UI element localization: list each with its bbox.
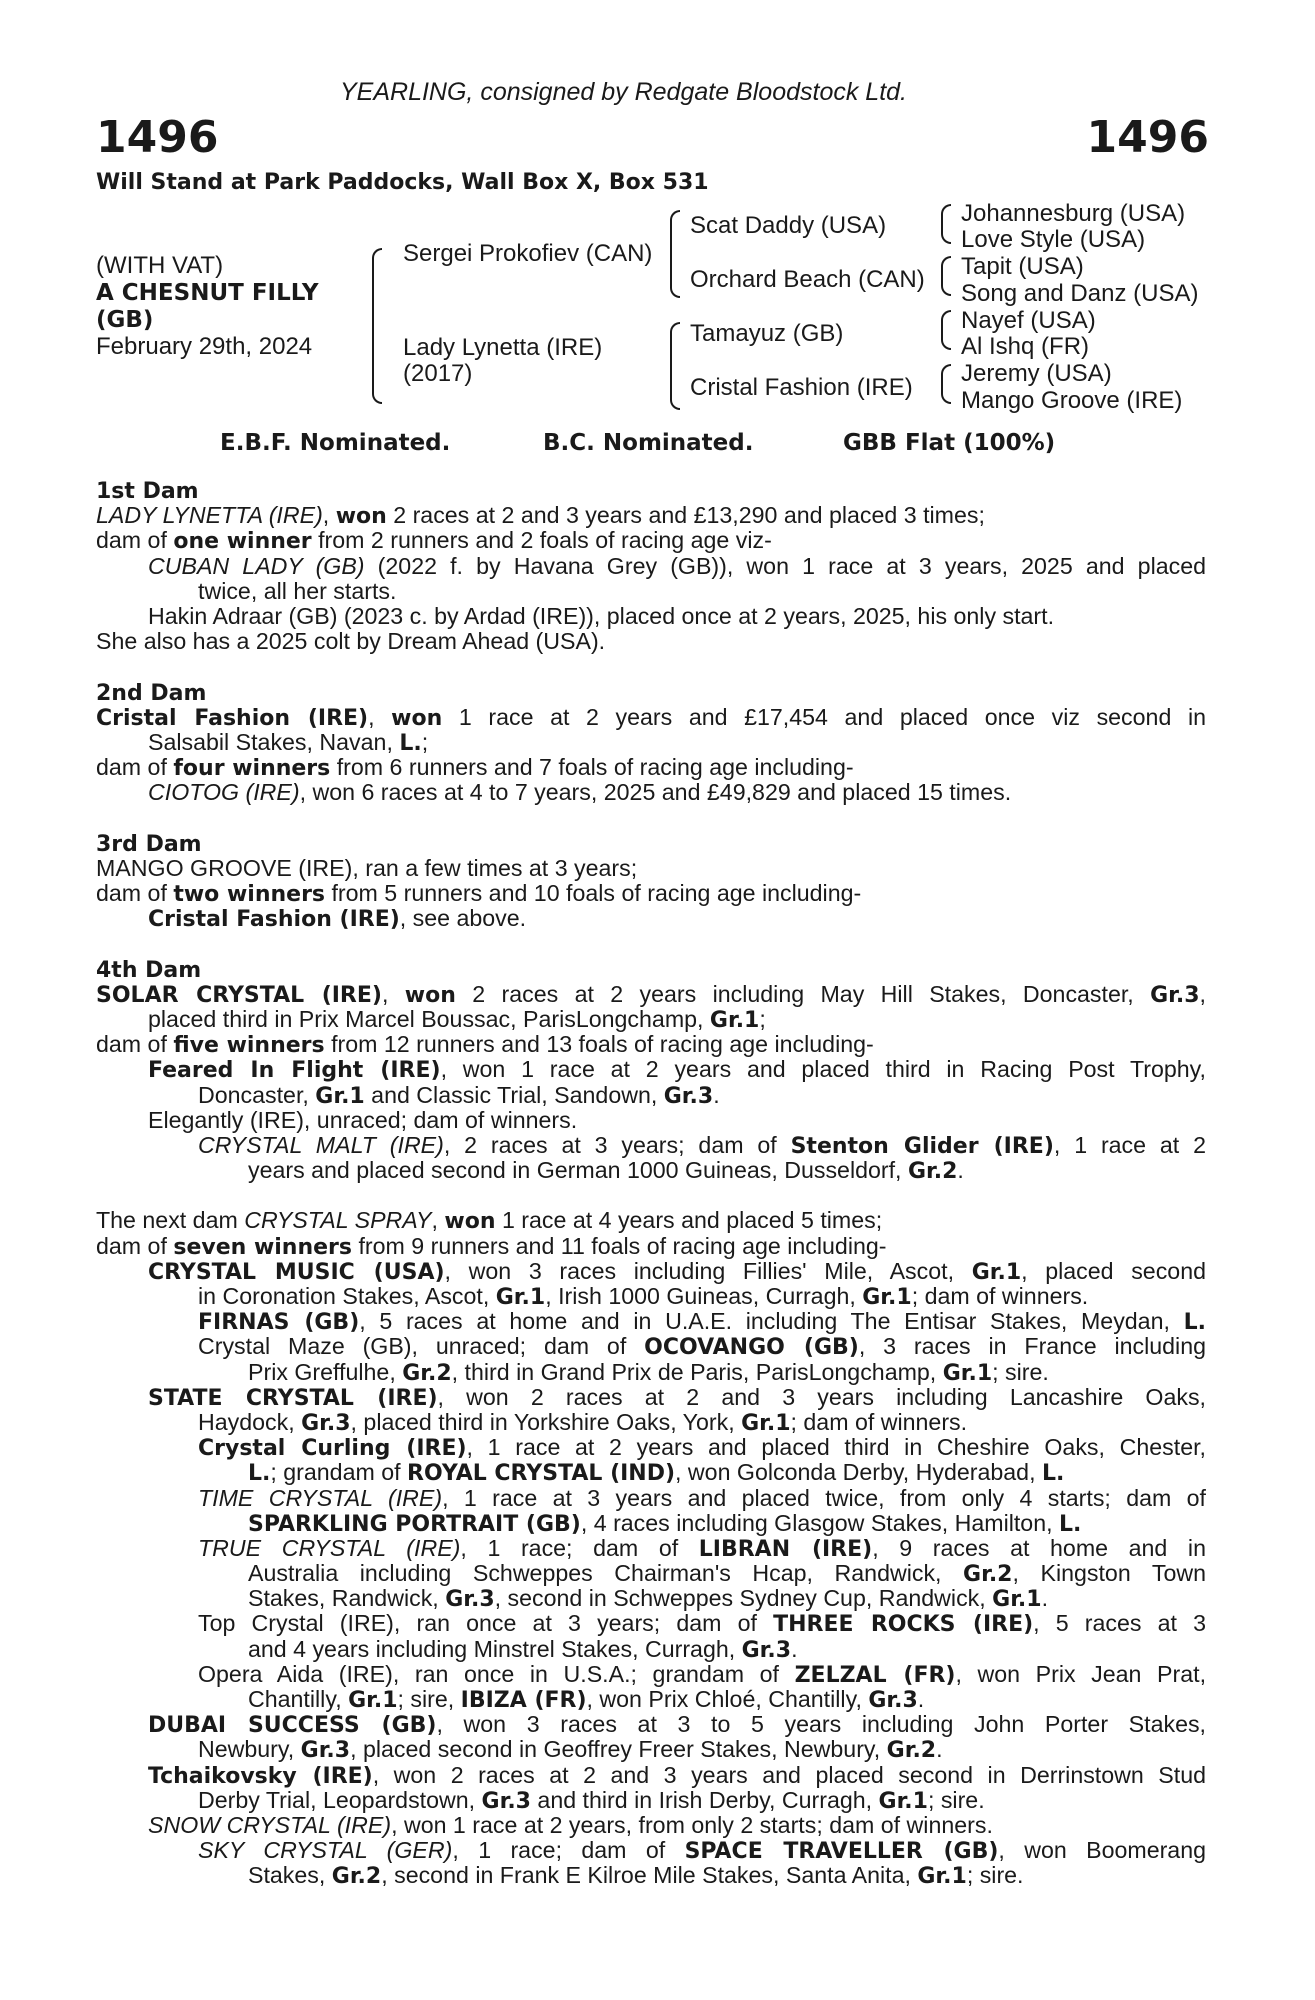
bold-text: Gr.2 xyxy=(907,1159,958,1185)
bold-text: Gr.2 xyxy=(331,1864,382,1890)
bold-text: Feared In Flight (IRE) xyxy=(148,1058,441,1084)
bold-text: Gr.3 xyxy=(868,1688,918,1713)
record-line xyxy=(96,1637,1206,1662)
text-run: years and placed second in German 1000 Guineas, Dusseldorf, xyxy=(248,1157,908,1184)
text-run: , placed second xyxy=(1021,1257,1206,1284)
text-run: Elegantly (IRE), unraced; dam of winners. xyxy=(148,1106,578,1133)
record-line xyxy=(96,1410,1206,1435)
text-run: , xyxy=(368,703,392,730)
bold-text: Gr.2 xyxy=(963,1562,1013,1588)
record-line xyxy=(96,1486,1206,1511)
text-run: Crystal Maze (GB), unraced; dam of xyxy=(198,1333,645,1360)
text-run: . xyxy=(1041,1585,1049,1612)
record-line xyxy=(96,1662,1206,1687)
pedigree-dam-dam: Cristal Fashion (IRE) xyxy=(690,374,913,401)
text-run: , second in Frank E Kilroe Mile Stakes, Santa Anita, xyxy=(381,1862,918,1889)
pedigree-ggp-1: Johannesburg (USA) xyxy=(961,200,1186,227)
text-run: . xyxy=(957,1157,964,1184)
record-line xyxy=(96,705,1206,730)
bold-text: Gr.3 xyxy=(301,1410,351,1436)
italic-text: CRYSTAL SPRAY xyxy=(244,1207,432,1234)
text-run: , won Prix Chloé, Chantilly, xyxy=(586,1686,869,1712)
record-line xyxy=(96,730,1206,755)
record-line xyxy=(96,1687,1206,1712)
record-line xyxy=(96,906,1206,931)
section-heading xyxy=(96,680,1206,705)
text-run: and 4 years including Minstrel Stakes, Curragh, xyxy=(248,1635,742,1662)
record-line xyxy=(96,1763,1206,1788)
text-run: Top Crystal (IRE), ran once at 3 years; dam of xyxy=(198,1610,774,1637)
bold-text: L. xyxy=(1183,1310,1206,1336)
record-line xyxy=(96,1234,1206,1259)
bold-text: Gr.1 xyxy=(862,1285,912,1310)
record-line xyxy=(96,1712,1206,1737)
pedigree-ggp-6: Al Ishq (FR) xyxy=(961,333,1090,360)
text-run: ; xyxy=(421,728,429,755)
text-run: 1 race at 4 years and placed 5 times; xyxy=(495,1207,883,1234)
text-run: She also has a 2025 colt by Dream Ahead (USA). xyxy=(96,628,606,655)
bold-text: SPACE TRAVELLER (GB) xyxy=(684,1839,999,1865)
bold-text: CRYSTAL MUSIC (USA) xyxy=(148,1259,445,1285)
italic-text: CUBAN LADY (GB) xyxy=(148,552,365,579)
record-line xyxy=(96,1586,1206,1611)
bold-text: Gr.1 xyxy=(992,1587,1042,1613)
paragraph-gap xyxy=(96,805,1206,830)
text-run: , won 2 races at 2 and 3 years and placed second in Derrinstown Stud xyxy=(372,1761,1206,1788)
section-heading xyxy=(96,831,1206,856)
italic-text: SKY CRYSTAL (GER) xyxy=(198,1837,453,1864)
record-line xyxy=(96,1611,1206,1636)
text-run: Stakes, xyxy=(248,1862,332,1889)
text-run: 2 races at 2 years including May Hill Stakes, Doncaster, xyxy=(455,980,1151,1007)
record-line xyxy=(96,982,1206,1007)
pedigree-brace-scat-daddy xyxy=(941,204,951,244)
text-run: Derby Trial, Leopardstown, xyxy=(198,1786,482,1813)
text-run: Stakes, Randwick, xyxy=(248,1585,446,1612)
text-run: , 5 races at home and in U.A.E. including The Entisar Stakes, Meydan, xyxy=(359,1308,1184,1335)
paragraph-gap xyxy=(96,931,1206,956)
text-run: Haydock, xyxy=(198,1408,302,1435)
record-line xyxy=(96,881,1206,906)
bold-text: one winner xyxy=(173,529,312,555)
text-run: , 2 races at 3 years; dam of xyxy=(443,1131,791,1158)
produce-record xyxy=(96,478,1206,1889)
text-run: , won 3 races at 3 to 5 years including John Porter Stakes, xyxy=(436,1711,1206,1738)
pedigree-dam: Lady Lynetta (IRE) xyxy=(403,334,603,361)
text-run: , placed third in Yorkshire Oaks, York, xyxy=(350,1408,742,1435)
horse-country: (GB) xyxy=(96,307,154,333)
text-run: , won 6 races at 4 to 7 years, 2025 and £49,829 and placed 15 times. xyxy=(299,779,1012,806)
text-run: and Classic Trial, Sandown, xyxy=(364,1081,664,1108)
bold-text: Gr.1 xyxy=(971,1259,1022,1285)
bold-text: Gr.3 xyxy=(741,1637,792,1663)
text-run: Australia including Schweppes Chairman's Hcap, Randwick, xyxy=(248,1560,964,1587)
text-run: , won 1 race at 2 years, from only 2 starts; dam of winners. xyxy=(391,1811,993,1838)
paragraph-gap xyxy=(96,1183,1206,1208)
record-line xyxy=(96,1133,1206,1158)
text-run: , see above. xyxy=(399,905,527,932)
bold-text: won xyxy=(444,1209,496,1235)
text-run: , 1 race at 2 xyxy=(1053,1131,1206,1158)
pedigree-dam-year: (2017) xyxy=(403,360,473,387)
text-run: from 2 runners and 2 foals of racing age viz- xyxy=(311,527,772,554)
pedigree-brace-main xyxy=(372,248,382,404)
bold-text: seven winners xyxy=(173,1234,352,1260)
record-line xyxy=(96,1259,1206,1284)
bold-text: Gr.3 xyxy=(481,1788,531,1814)
bold-text: Gr.1 xyxy=(709,1007,760,1033)
text-run: The next dam xyxy=(96,1207,245,1234)
bold-text: Gr.1 xyxy=(315,1083,365,1109)
text-run: ; sire. xyxy=(966,1862,1024,1889)
pedigree-brace-tamayuz xyxy=(941,310,951,350)
bold-text: four winners xyxy=(173,756,331,782)
text-run: . xyxy=(917,1686,925,1712)
text-run: placed third in Prix Marcel Boussac, ParisLongchamp, xyxy=(148,1005,710,1032)
record-line xyxy=(96,1788,1206,1813)
bold-text: Gr.2 xyxy=(402,1360,452,1386)
text-run: Newbury, xyxy=(198,1736,301,1763)
bold-text: Tchaikovsky (IRE) xyxy=(148,1763,373,1789)
text-run: from 6 runners and 7 foals of racing age including- xyxy=(330,754,854,781)
text-run: , won 1 race at 2 years and placed third in Racing Post Trophy, xyxy=(440,1056,1206,1083)
stand-location: Will Stand at Park Paddocks, Wall Box X, Box 531 xyxy=(96,170,709,195)
text-run: ; xyxy=(759,1005,766,1032)
bold-text: SOLAR CRYSTAL (IRE) xyxy=(96,982,382,1008)
text-run: 1 race at 2 years and £17,454 and placed once viz second in xyxy=(442,703,1206,730)
text-run: , won Golconda Derby, Hyderabad, xyxy=(675,1459,1042,1486)
record-line xyxy=(96,856,1206,881)
bold-text: Gr.3 xyxy=(300,1738,351,1764)
italic-text: CRYSTAL MALT (IRE) xyxy=(198,1131,444,1158)
text-run: dam of xyxy=(96,527,174,554)
text-run: 2 races at 2 and 3 years and £13,290 and placed 3 times; xyxy=(386,502,985,529)
record-line xyxy=(96,1057,1206,1082)
record-line xyxy=(96,1813,1206,1838)
text-run: and third in Irish Derby, Curragh, xyxy=(530,1786,879,1813)
record-line xyxy=(96,1460,1206,1485)
catalogue-header: YEARLING, consigned by Redgate Bloodstock Ltd. xyxy=(340,78,907,106)
text-run: ; dam of winners. xyxy=(790,1408,968,1435)
pedigree-brace-dam xyxy=(670,322,680,410)
pedigree-dam-sire: Tamayuz (GB) xyxy=(690,320,844,347)
bold-text: Gr.3 xyxy=(1150,982,1200,1008)
record-line xyxy=(96,1511,1206,1536)
text-run: (2022 f. by Havana Grey (GB)), won 1 race at 3 years, 2025 and placed xyxy=(364,552,1207,579)
bold-text: L. xyxy=(1058,1511,1082,1537)
bold-text: THREE ROCKS (IRE) xyxy=(773,1612,1034,1638)
text-run: Opera Aida (IRE), ran once in U.S.A.; grandam of xyxy=(198,1660,795,1687)
text-run: , xyxy=(381,980,405,1007)
text-run: , won Boomerang xyxy=(998,1837,1206,1864)
text-run: , 9 races at home and in xyxy=(872,1534,1206,1561)
bold-text: FIRNAS (GB) xyxy=(198,1310,360,1336)
text-run: , second in Schweppes Sydney Cup, Randwick, xyxy=(494,1585,993,1612)
record-line xyxy=(96,528,1206,553)
text-run: twice, all her starts. xyxy=(198,577,397,604)
italic-text: TRUE CRYSTAL (IRE) xyxy=(198,1534,461,1561)
record-line xyxy=(96,1284,1206,1309)
bold-text: Cristal Fashion (IRE) xyxy=(148,907,400,933)
section-heading xyxy=(96,478,1206,503)
pedigree-ggp-3: Tapit (USA) xyxy=(961,253,1084,280)
record-line xyxy=(96,1737,1206,1762)
record-line xyxy=(96,604,1206,629)
horse-name: A CHESNUT FILLY xyxy=(96,280,319,306)
pedigree-brace-cristal-fashion xyxy=(941,364,951,404)
text-run: in Coronation Stakes, Ascot, xyxy=(198,1283,496,1309)
text-run: . xyxy=(713,1081,720,1108)
vat-note: (WITH VAT) xyxy=(96,252,224,279)
bold-text: two winners xyxy=(173,882,326,907)
bold-text: five winners xyxy=(173,1033,325,1059)
text-run: , 4 races including Glasgow Stakes, Hamilton, xyxy=(580,1509,1059,1536)
text-run: from 9 runners and 11 foals of racing age including- xyxy=(352,1232,887,1259)
bold-text: Gr.1 xyxy=(917,1864,967,1890)
record-line xyxy=(96,1108,1206,1133)
text-run: from 12 runners and 13 foals of racing age including- xyxy=(324,1031,874,1058)
text-run: , 1 race at 3 years and placed twice, from only 4 starts; dam of xyxy=(442,1484,1206,1511)
text-run: , 1 race at 2 years and placed third in Cheshire Oaks, Chester, xyxy=(466,1434,1206,1461)
record-line xyxy=(96,1863,1206,1888)
pedigree-sire: Sergei Prokofiev (CAN) xyxy=(403,240,653,267)
section-heading xyxy=(96,957,1206,982)
paragraph-gap xyxy=(96,654,1206,679)
text-run: Salsabil Stakes, Navan, xyxy=(148,728,400,755)
bold-text: ROYAL CRYSTAL (IND) xyxy=(407,1461,676,1487)
bold-text: Stenton Glider (IRE) xyxy=(790,1133,1054,1159)
text-run: Hakin Adraar (GB) (2023 c. by Ardad (IRE)), placed once at 2 years, 2025, his only start. xyxy=(148,602,1055,629)
bold-text: won xyxy=(391,705,443,731)
text-run: ; sire, xyxy=(397,1686,461,1712)
pedigree-ggp-7: Jeremy (USA) xyxy=(961,360,1112,387)
italic-text: LADY LYNETTA (IRE) xyxy=(96,502,323,529)
text-run: Chantilly, xyxy=(248,1686,349,1712)
lot-number-left: 1496 xyxy=(96,112,219,163)
bold-text: L. xyxy=(399,730,422,756)
bold-text: Gr.1 xyxy=(741,1410,791,1436)
record-line xyxy=(96,1536,1206,1561)
text-run: , third in Grand Prix de Paris, ParisLongchamp, xyxy=(451,1358,943,1385)
record-line xyxy=(96,1309,1206,1334)
record-line xyxy=(96,1007,1206,1032)
nomination-bc: B.C. Nominated. xyxy=(543,430,754,456)
record-line xyxy=(96,1083,1206,1108)
text-run: , won Prix Jean Prat, xyxy=(955,1660,1207,1687)
text-run: dam of xyxy=(96,754,174,781)
bold-text: STATE CRYSTAL (IRE) xyxy=(148,1385,438,1411)
text-run: , won 3 races including Fillies' Mile, Ascot, xyxy=(444,1257,972,1284)
record-line xyxy=(96,1334,1206,1359)
bold-text: Gr.1 xyxy=(348,1688,398,1713)
bold-text: Crystal Curling (IRE) xyxy=(198,1436,467,1462)
record-line xyxy=(96,554,1206,579)
record-line xyxy=(96,1838,1206,1863)
lot-number-right: 1496 xyxy=(1086,112,1209,163)
bold-text: OCOVANGO (GB) xyxy=(644,1335,859,1361)
pedigree-sire-dam: Orchard Beach (CAN) xyxy=(690,266,925,293)
pedigree-ggp-8: Mango Groove (IRE) xyxy=(961,387,1183,414)
nomination-gbb: GBB Flat (100%) xyxy=(843,430,1056,456)
heading-text: 2nd Dam xyxy=(96,680,207,706)
record-line xyxy=(96,579,1206,604)
record-line xyxy=(96,1385,1206,1410)
text-run: , Irish 1000 Guineas, Curragh, xyxy=(545,1283,863,1309)
italic-text: CIOTOG (IRE) xyxy=(148,779,300,806)
pedigree-sire-sire: Scat Daddy (USA) xyxy=(690,212,887,239)
text-run: dam of xyxy=(96,1031,174,1058)
pedigree-ggp-2: Love Style (USA) xyxy=(961,226,1146,253)
bold-text: won xyxy=(335,504,387,530)
record-line xyxy=(96,1561,1206,1586)
bold-text: Gr.1 xyxy=(878,1788,928,1814)
bold-text: DUBAI SUCCESS (GB) xyxy=(148,1713,437,1739)
pedigree-ggp-4: Song and Danz (USA) xyxy=(961,280,1199,307)
record-line xyxy=(96,780,1206,805)
text-run: , 3 races in France including xyxy=(858,1333,1206,1360)
text-run: Prix Greffulhe, xyxy=(248,1358,403,1385)
text-run: . xyxy=(936,1736,943,1763)
text-run: , xyxy=(322,502,336,529)
text-run: , Kingston Town xyxy=(1012,1560,1206,1587)
text-run: from 5 runners and 10 foals of racing age including- xyxy=(325,880,862,906)
record-line xyxy=(96,1435,1206,1460)
bold-text: IBIZA (FR) xyxy=(460,1688,587,1713)
bold-text: SPARKLING PORTRAIT (GB) xyxy=(248,1511,581,1537)
text-run: dam of xyxy=(96,1232,174,1259)
record-line xyxy=(96,1158,1206,1183)
pedigree-ggp-5: Nayef (USA) xyxy=(961,307,1096,334)
heading-text: 4th Dam xyxy=(96,957,202,983)
text-run: , xyxy=(1199,980,1206,1007)
record-line xyxy=(96,1032,1206,1057)
text-run: , 1 race; dam of xyxy=(460,1534,699,1561)
text-run: , xyxy=(431,1207,445,1234)
text-run: ; grandam of xyxy=(270,1459,408,1486)
pedigree-brace-orchard-beach xyxy=(941,256,951,296)
heading-text: 3rd Dam xyxy=(96,831,202,857)
bold-text: LIBRAN (IRE) xyxy=(698,1536,873,1562)
heading-text: 1st Dam xyxy=(96,479,199,504)
record-line xyxy=(96,755,1206,780)
text-run: ; sire. xyxy=(992,1358,1049,1385)
bold-text: Gr.2 xyxy=(886,1738,937,1764)
record-line xyxy=(96,1208,1206,1233)
bold-text: Gr.1 xyxy=(495,1285,546,1310)
text-run: , won 2 races at 2 and 3 years including Lancashire Oaks, xyxy=(437,1383,1206,1410)
text-run: , placed second in Geoffrey Freer Stakes, Newbury, xyxy=(350,1736,887,1763)
italic-text: TIME CRYSTAL (IRE) xyxy=(198,1484,443,1511)
pedigree-brace-sire xyxy=(670,210,680,298)
foaling-date: February 29th, 2024 xyxy=(96,333,313,360)
italic-text: SNOW CRYSTAL (IRE) xyxy=(148,1811,392,1838)
text-run: dam of xyxy=(96,880,174,906)
bold-text: L. xyxy=(1041,1461,1065,1487)
text-run: . xyxy=(791,1635,798,1662)
text-run: ; dam of winners. xyxy=(911,1283,1089,1309)
bold-text: Gr.3 xyxy=(445,1587,495,1613)
record-line xyxy=(96,629,1206,654)
text-run: , 5 races at 3 xyxy=(1033,1610,1206,1637)
text-run: ; sire. xyxy=(927,1786,985,1813)
bold-text: L. xyxy=(248,1461,271,1487)
nomination-ebf: E.B.F. Nominated. xyxy=(220,430,451,456)
text-run: MANGO GROOVE (IRE), ran a few times at 3 years; xyxy=(96,854,638,881)
record-line xyxy=(96,503,1206,528)
text-run: , 1 race; dam of xyxy=(452,1837,685,1864)
record-line xyxy=(96,1360,1206,1385)
bold-text: ZELZAL (FR) xyxy=(794,1662,956,1688)
bold-text: Gr.3 xyxy=(663,1083,714,1109)
bold-text: Cristal Fashion (IRE) xyxy=(96,705,369,731)
bold-text: Gr.1 xyxy=(942,1360,993,1386)
text-run: Doncaster, xyxy=(198,1081,316,1108)
bold-text: won xyxy=(404,982,456,1008)
